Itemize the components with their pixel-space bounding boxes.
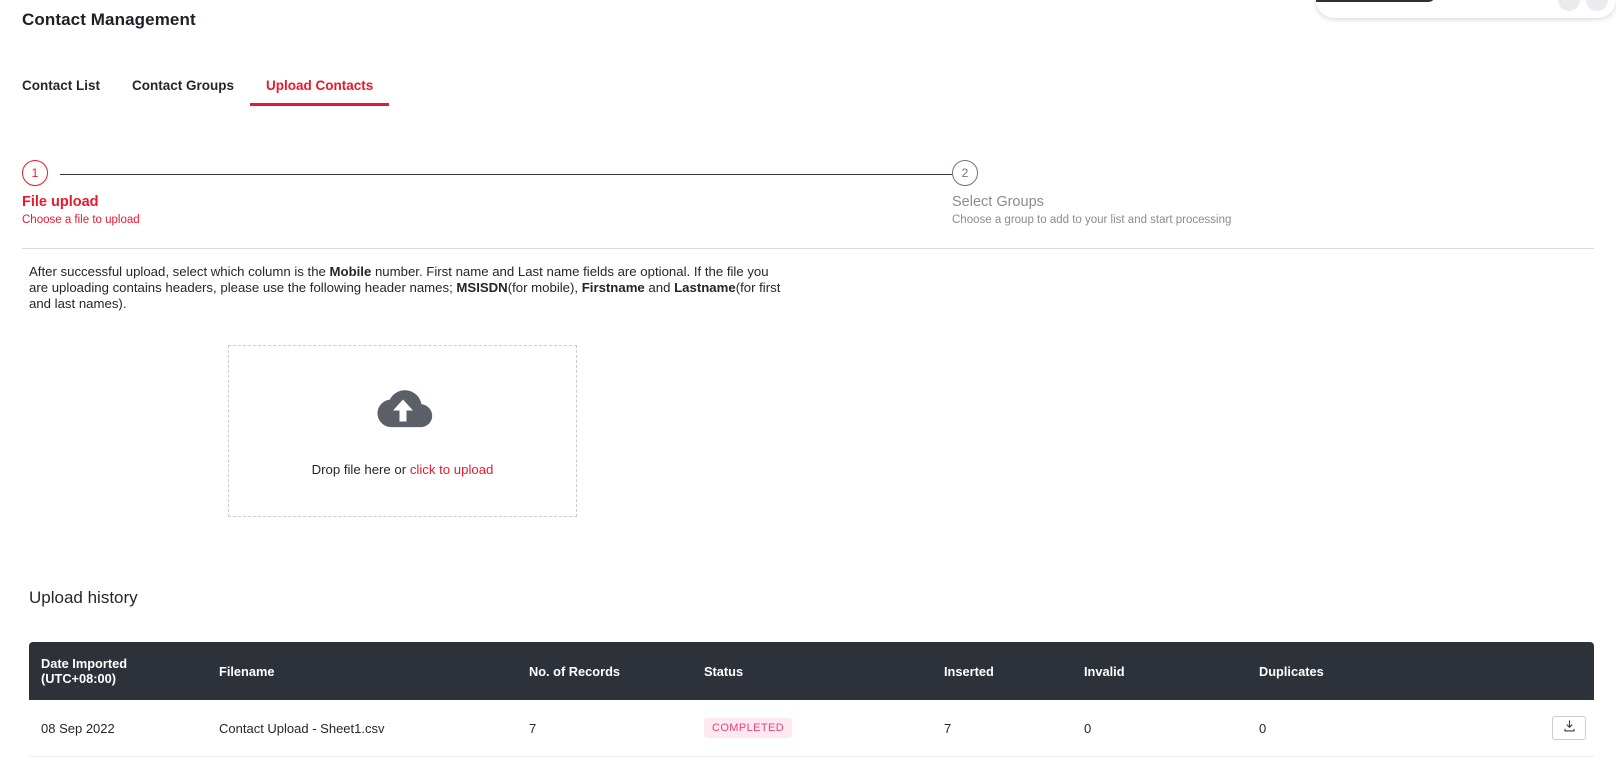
column-header-duplicates: Duplicates [1249,642,1509,700]
tab-contact-list[interactable]: Contact List [22,78,101,93]
upload-instructions [29,264,789,312]
tab-upload-contacts[interactable]: Upload Contacts [250,78,389,106]
widget-circle-button-1[interactable] [1558,0,1580,11]
column-header-invalid: Invalid [1074,642,1249,700]
instructions-part-4: and [644,280,675,295]
upload-history-table [29,642,1594,757]
instructions-bold-mobile: Mobile [329,264,372,279]
step-number-badge: 2 [952,160,978,186]
file-dropzone[interactable] [228,345,577,517]
step-title: File upload [22,194,99,210]
upload-history-table-wrap [29,642,1594,757]
column-header-date-line2: (UTC+08:00) [41,671,117,686]
step-number-badge: 1 [22,160,48,186]
instructions-part-3: (for mobile), [507,280,582,295]
column-header-records: No. of Records [519,642,694,700]
table-header [29,642,1594,700]
status-badge: COMPLETED [704,718,792,738]
stepper-step-file-upload[interactable] [22,160,140,226]
dropzone-label: Drop file here or [311,462,410,477]
stepper-connector-line [60,174,954,175]
cell-records: 7 [519,700,694,757]
cell-actions [1509,700,1594,757]
download-icon [1563,720,1576,736]
column-header-filename: Filename [209,642,519,700]
instructions-bold-msisdn: MSISDN [456,280,508,295]
instructions-part-1: After successful upload, select which column is the [29,264,330,279]
cell-invalid: 0 [1074,700,1249,757]
step-subtitle: Choose a file to upload [22,214,140,226]
click-to-upload-link[interactable]: click to upload [409,462,494,477]
dropzone-text [312,462,494,477]
instructions-part-5: (for first and last names). [29,280,781,311]
cell-duplicates: 0 [1249,700,1509,757]
upload-stepper [22,160,1594,250]
tab-bar [22,78,389,106]
instructions-part-2: number. First name and Last name fields are optional. If the file you are uploading contains headers, please use the following header names; [29,264,769,295]
cell-status [694,700,934,757]
column-header-inserted: Inserted [934,642,1074,700]
page-title: Contact Management [22,10,196,29]
step-subtitle: Choose a group to add to your list and start processing [952,214,1232,226]
upload-history-title: Upload history [29,588,138,607]
table-row [29,700,1594,757]
cell-filename: Contact Upload - Sheet1.csv [209,700,519,757]
stepper-divider [22,248,1594,249]
stepper-step-select-groups[interactable] [952,160,1231,226]
widget-circle-button-2[interactable] [1586,0,1608,11]
instructions-bold-lastname: Lastname [674,280,736,295]
column-header-date-imported [29,642,209,700]
column-header-date-line1: Date Imported [41,656,128,671]
cell-inserted: 7 [934,700,1074,757]
table-body [29,700,1594,757]
step-title: Select Groups [952,194,1044,210]
floating-top-widget [1316,0,1616,18]
instructions-bold-firstname: Firstname [581,280,645,295]
column-header-status: Status [694,642,934,700]
column-header-actions [1509,642,1594,700]
cloud-upload-icon [372,385,434,436]
widget-dark-pill [1316,0,1436,2]
table-header-row [29,642,1594,700]
cell-date-imported: 08 Sep 2022 [29,700,209,757]
download-button[interactable] [1552,716,1586,740]
tab-contact-groups[interactable]: Contact Groups [132,78,235,93]
